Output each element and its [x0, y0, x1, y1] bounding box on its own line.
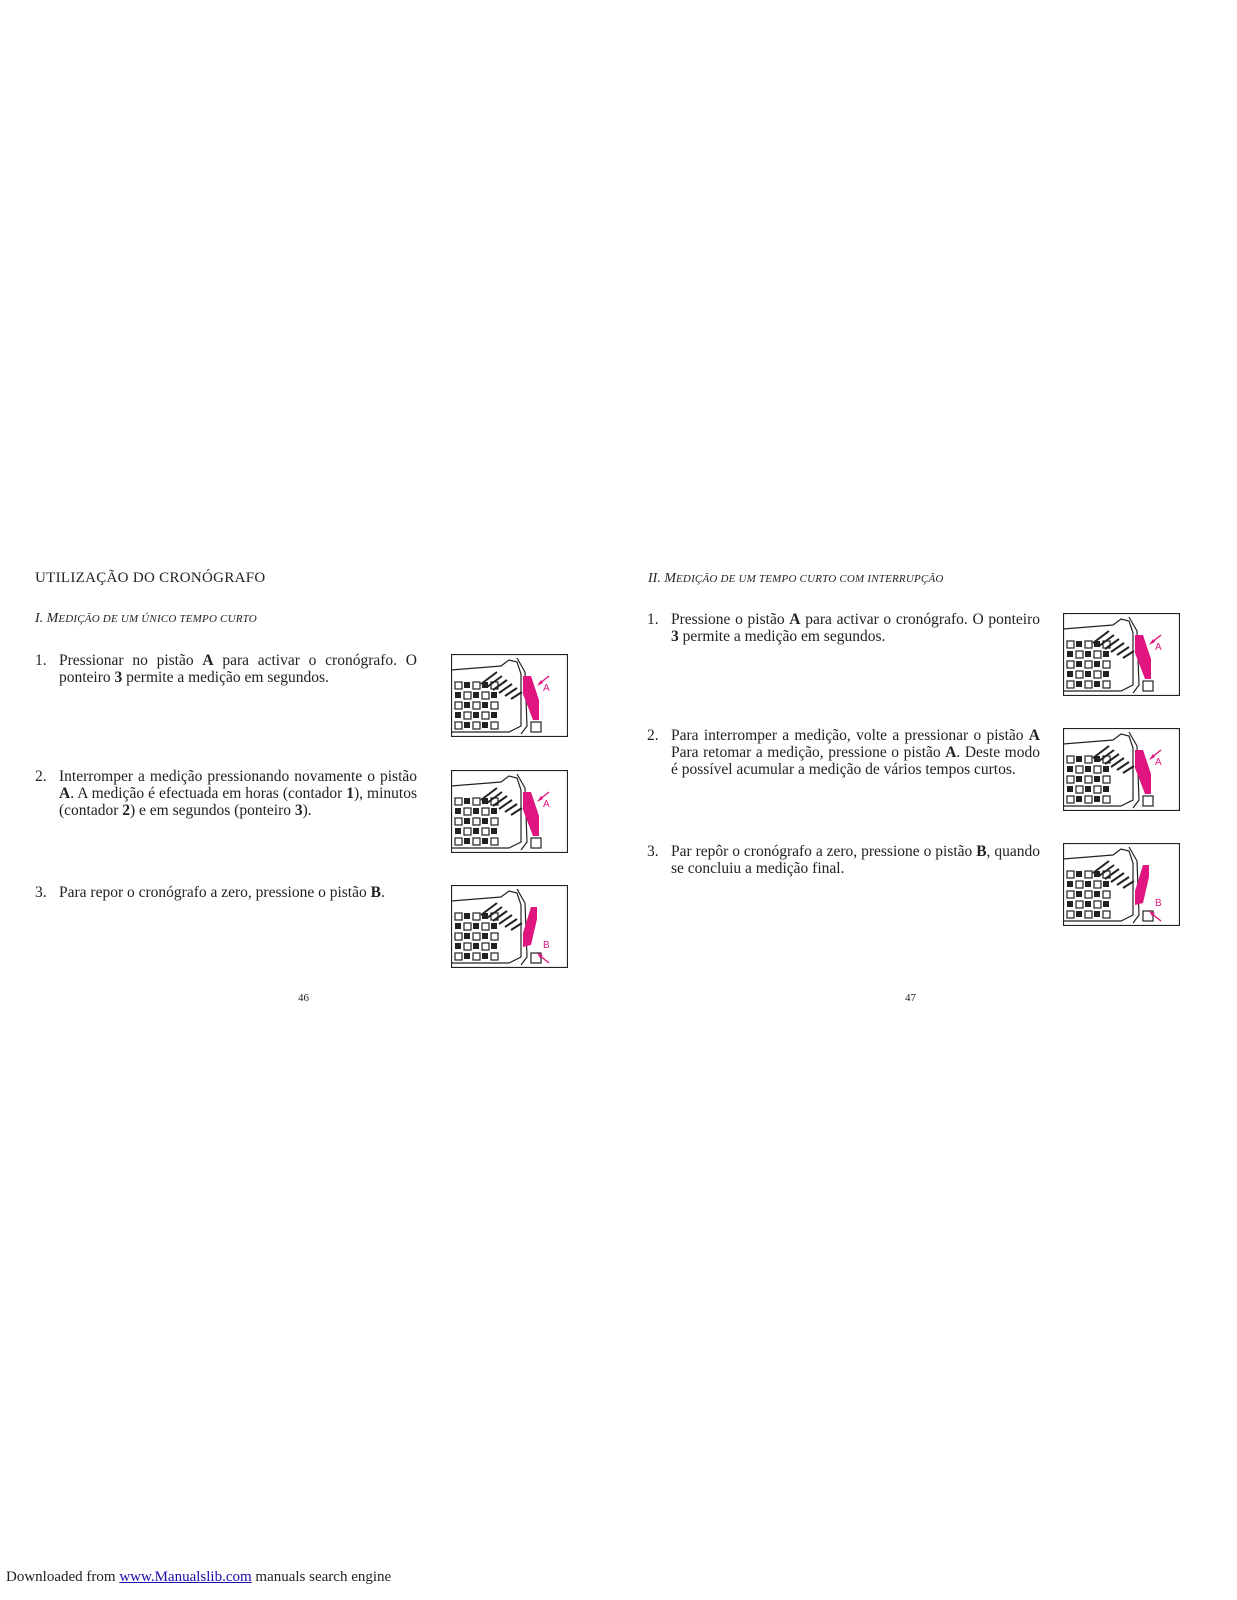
chronograph-figure: [1063, 843, 1180, 926]
list-item-number: 3.: [35, 884, 47, 901]
list-item: [35, 768, 417, 840]
list-item-text: Interromper a medição pressionando novamente o pistão A. A medição é efectuada em horas (contador 1), minutos (contador 2) e em segundos (ponteiro 3).: [59, 768, 417, 819]
chronograph-figure: [451, 770, 568, 853]
list-item-number: 2.: [35, 768, 47, 785]
list-item-number: 1.: [647, 611, 659, 628]
pusher-label: A: [1155, 757, 1162, 768]
chronograph-figure: [1063, 613, 1180, 696]
subsection-heading-rest: EDIÇÃO DE UM ÚNICO TEMPO CURTO: [58, 613, 257, 625]
chronograph-illustration: [1063, 728, 1180, 811]
list-item-text: Pressionar no pistão A para activar o cronógrafo. O ponteiro 3 permite a medição em segundos.: [59, 652, 417, 686]
list-item: [35, 652, 417, 692]
page-number: 47: [905, 992, 916, 1004]
chronograph-illustration: [451, 885, 568, 968]
subsection-heading-prefix: I. M: [35, 611, 59, 626]
pusher-label: A: [543, 683, 550, 694]
chronograph-illustration: [1063, 613, 1180, 696]
download-footer: [6, 1569, 391, 1586]
list-item: [647, 611, 1040, 651]
list-item-text: Para repor o cronógrafo a zero, pressione o pistão B.: [59, 884, 385, 901]
subsection-heading-rest: EDIÇÃO DE UM TEMPO CURTO COM INTERRUPÇÃO: [676, 573, 944, 585]
list-item-number: 3.: [647, 843, 659, 860]
list-item: [647, 727, 1040, 799]
pusher-label: B: [543, 940, 550, 951]
pusher-label: B: [1155, 898, 1162, 909]
chronograph-figure: [451, 885, 568, 968]
chronograph-figure: [1063, 728, 1180, 811]
manualslib-link[interactable]: www.Manualslib.com: [119, 1569, 252, 1585]
subsection-heading-left: [35, 611, 257, 627]
chronograph-illustration: [451, 654, 568, 737]
chronograph-illustration: [1063, 843, 1180, 926]
footer-prefix: Downloaded from: [6, 1569, 120, 1585]
section-title: UTILIZAÇÃO DO CRONÓGRAFO: [35, 570, 266, 586]
subsection-heading-right: [648, 571, 944, 587]
list-item-text: Para interromper a medição, volte a pressionar o pistão A Para retomar a medição, pressione o pistão A. Deste modo é possível acumular a medição de vários tempos curtos.: [671, 727, 1040, 778]
subsection-heading-prefix: II. M: [648, 571, 676, 586]
pusher-label: A: [543, 799, 550, 810]
list-item: [647, 843, 1040, 883]
list-item-text: Pressione o pistão A para activar o cronógrafo. O ponteiro 3 permite a medição em segundos.: [671, 611, 1040, 645]
list-item-text: Par repôr o cronógrafo a zero, pressione o pistão B, quando se concluiu a medição final.: [671, 843, 1040, 877]
pusher-label: A: [1155, 642, 1162, 653]
list-item-number: 2.: [647, 727, 659, 744]
list-item: [35, 884, 417, 924]
chronograph-illustration: [451, 770, 568, 853]
page-number: 46: [298, 992, 309, 1004]
list-item-number: 1.: [35, 652, 47, 669]
footer-suffix: manuals search engine: [251, 1569, 392, 1585]
chronograph-figure: [451, 654, 568, 737]
